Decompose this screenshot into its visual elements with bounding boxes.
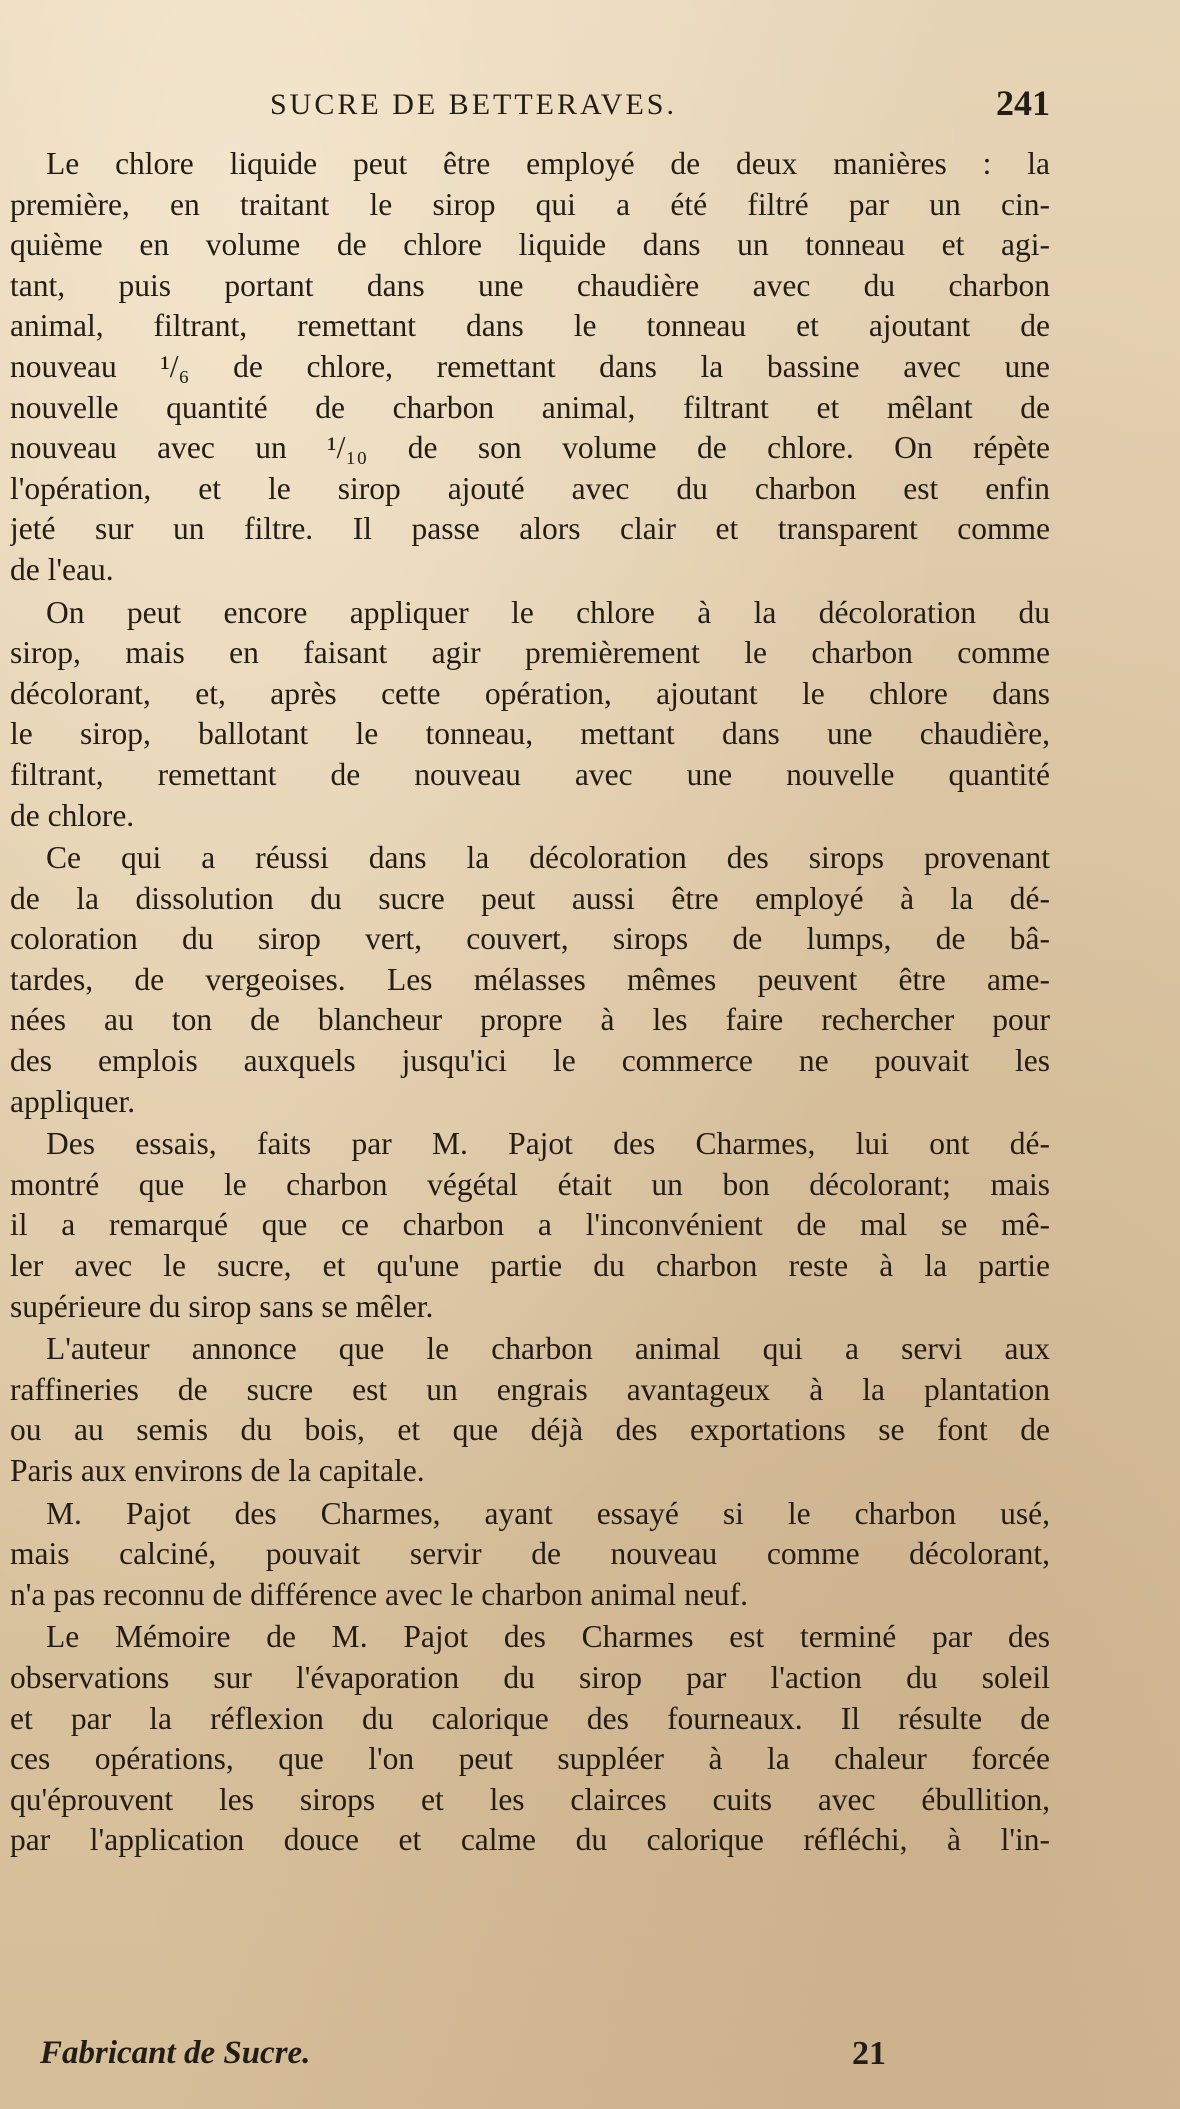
text-line: tant, puis portant dans une chaudière avec du charbon: [10, 267, 1050, 303]
text-line: nouveau avec un ¹/₁₀ de son volume de chlore. On répète: [10, 430, 1050, 466]
paragraph-2: [10, 593, 1050, 837]
paragraph-3: [10, 838, 1050, 1122]
text-line: des emplois auxquels jusqu'ici le commerce ne pouvait les: [10, 1043, 1050, 1079]
text-line: quième en volume de chlore liquide dans un tonneau et agi-: [10, 227, 1050, 263]
paragraph-4: [10, 1124, 1050, 1327]
text-line: supérieure du sirop sans se mêler.: [10, 1288, 434, 1324]
page-header: [40, 82, 1050, 132]
text-line: ces opérations, que l'on peut suppléer à la chaleur forcée: [10, 1741, 1050, 1777]
page-footer: [40, 2035, 1050, 2085]
text-line: nées au ton de blancheur propre à les faire rechercher pour: [10, 1002, 1050, 1038]
text-line: de l'eau.: [10, 551, 114, 587]
text-line: première, en traitant le sirop qui a été filtré par un cin-: [10, 186, 1050, 222]
text-line: ler avec le sucre, et qu'une partie du charbon reste à la partie: [10, 1248, 1050, 1284]
text-line: jeté sur un filtre. Il passe alors clair et transparent comme: [10, 511, 1050, 547]
text-line: le sirop, ballotant le tonneau, mettant dans une chaudière,: [10, 716, 1050, 752]
text-line: appliquer.: [10, 1083, 136, 1119]
text-line: animal, filtrant, remettant dans le tonneau et ajoutant de: [10, 308, 1050, 344]
text-line: n'a pas reconnu de différence avec le charbon animal neuf.: [10, 1576, 748, 1612]
signature-mark: Fabricant de Sucre.: [40, 2035, 311, 2071]
text-line: sirop, mais en faisant agir premièrement le charbon comme: [10, 635, 1050, 671]
text-line: filtrant, remettant de nouveau avec une nouvelle quantité: [10, 756, 1050, 792]
text-line: M. Pajot des Charmes, ayant essayé si le charbon usé,: [46, 1495, 1050, 1531]
body-text: [10, 144, 1050, 1863]
text-line: nouvelle quantité de charbon animal, filtrant et mêlant de: [10, 389, 1050, 425]
text-line: mais calciné, pouvait servir de nouveau comme décolorant,: [10, 1536, 1050, 1572]
paragraph-1: [10, 144, 1050, 591]
text-line: de chlore.: [10, 797, 135, 833]
text-line: de la dissolution du sucre peut aussi être employé à la dé-: [10, 880, 1050, 916]
text-line: raffineries de sucre est un engrais avantageux à la plantation: [10, 1371, 1050, 1407]
text-line: décolorant, et, après cette opération, ajoutant le chlore dans: [10, 675, 1050, 711]
paragraph-7: [10, 1617, 1050, 1861]
text-line: On peut encore appliquer le chlore à la décoloration du: [46, 594, 1050, 630]
text-line: coloration du sirop vert, couvert, sirops de lumps, de bâ-: [10, 921, 1050, 957]
text-line: ou au semis du bois, et que déjà des exportations se font de: [10, 1412, 1050, 1448]
text-line: qu'éprouvent les sirops et les clairces cuits avec ébullition,: [10, 1781, 1050, 1817]
text-line: il a remarqué que ce charbon a l'inconvénient de mal se mê-: [10, 1207, 1050, 1243]
paragraph-5: [10, 1329, 1050, 1491]
text-line: nouveau ¹/₆ de chlore, remettant dans la bassine avec une: [10, 348, 1050, 384]
running-head: SUCRE DE BETTERAVES.: [270, 88, 677, 121]
text-line: Ce qui a réussi dans la décoloration des sirops provenant: [46, 840, 1050, 876]
paragraph-6: [10, 1494, 1050, 1616]
signature-number: 21: [852, 2035, 886, 2072]
text-line: observations sur l'évaporation du sirop par l'action du soleil: [10, 1659, 1050, 1695]
text-line: par l'application douce et calme du calorique réfléchi, à l'in-: [10, 1822, 1050, 1858]
text-line: Paris aux environs de la capitale.: [10, 1453, 425, 1488]
text-line: Le chlore liquide peut être employé de deux manières : la: [46, 146, 1050, 181]
text-line: Des essais, faits par M. Pajot des Charmes, lui ont dé-: [46, 1126, 1050, 1162]
text-line: tardes, de vergeoises. Les mélasses mêmes peuvent être ame-: [10, 961, 1050, 997]
text-line: montré que le charbon végétal était un bon décolorant; mais: [10, 1166, 1050, 1202]
text-line: l'opération, et le sirop ajouté avec du charbon est enfin: [10, 470, 1050, 506]
text-line: et par la réflexion du calorique des fourneaux. Il résulte de: [10, 1700, 1050, 1736]
page-number: 241: [996, 83, 1050, 123]
text-line: L'auteur annonce que le charbon animal qui a servi aux: [46, 1331, 1050, 1367]
text-line: Le Mémoire de M. Pajot des Charmes est terminé par des: [46, 1619, 1050, 1655]
